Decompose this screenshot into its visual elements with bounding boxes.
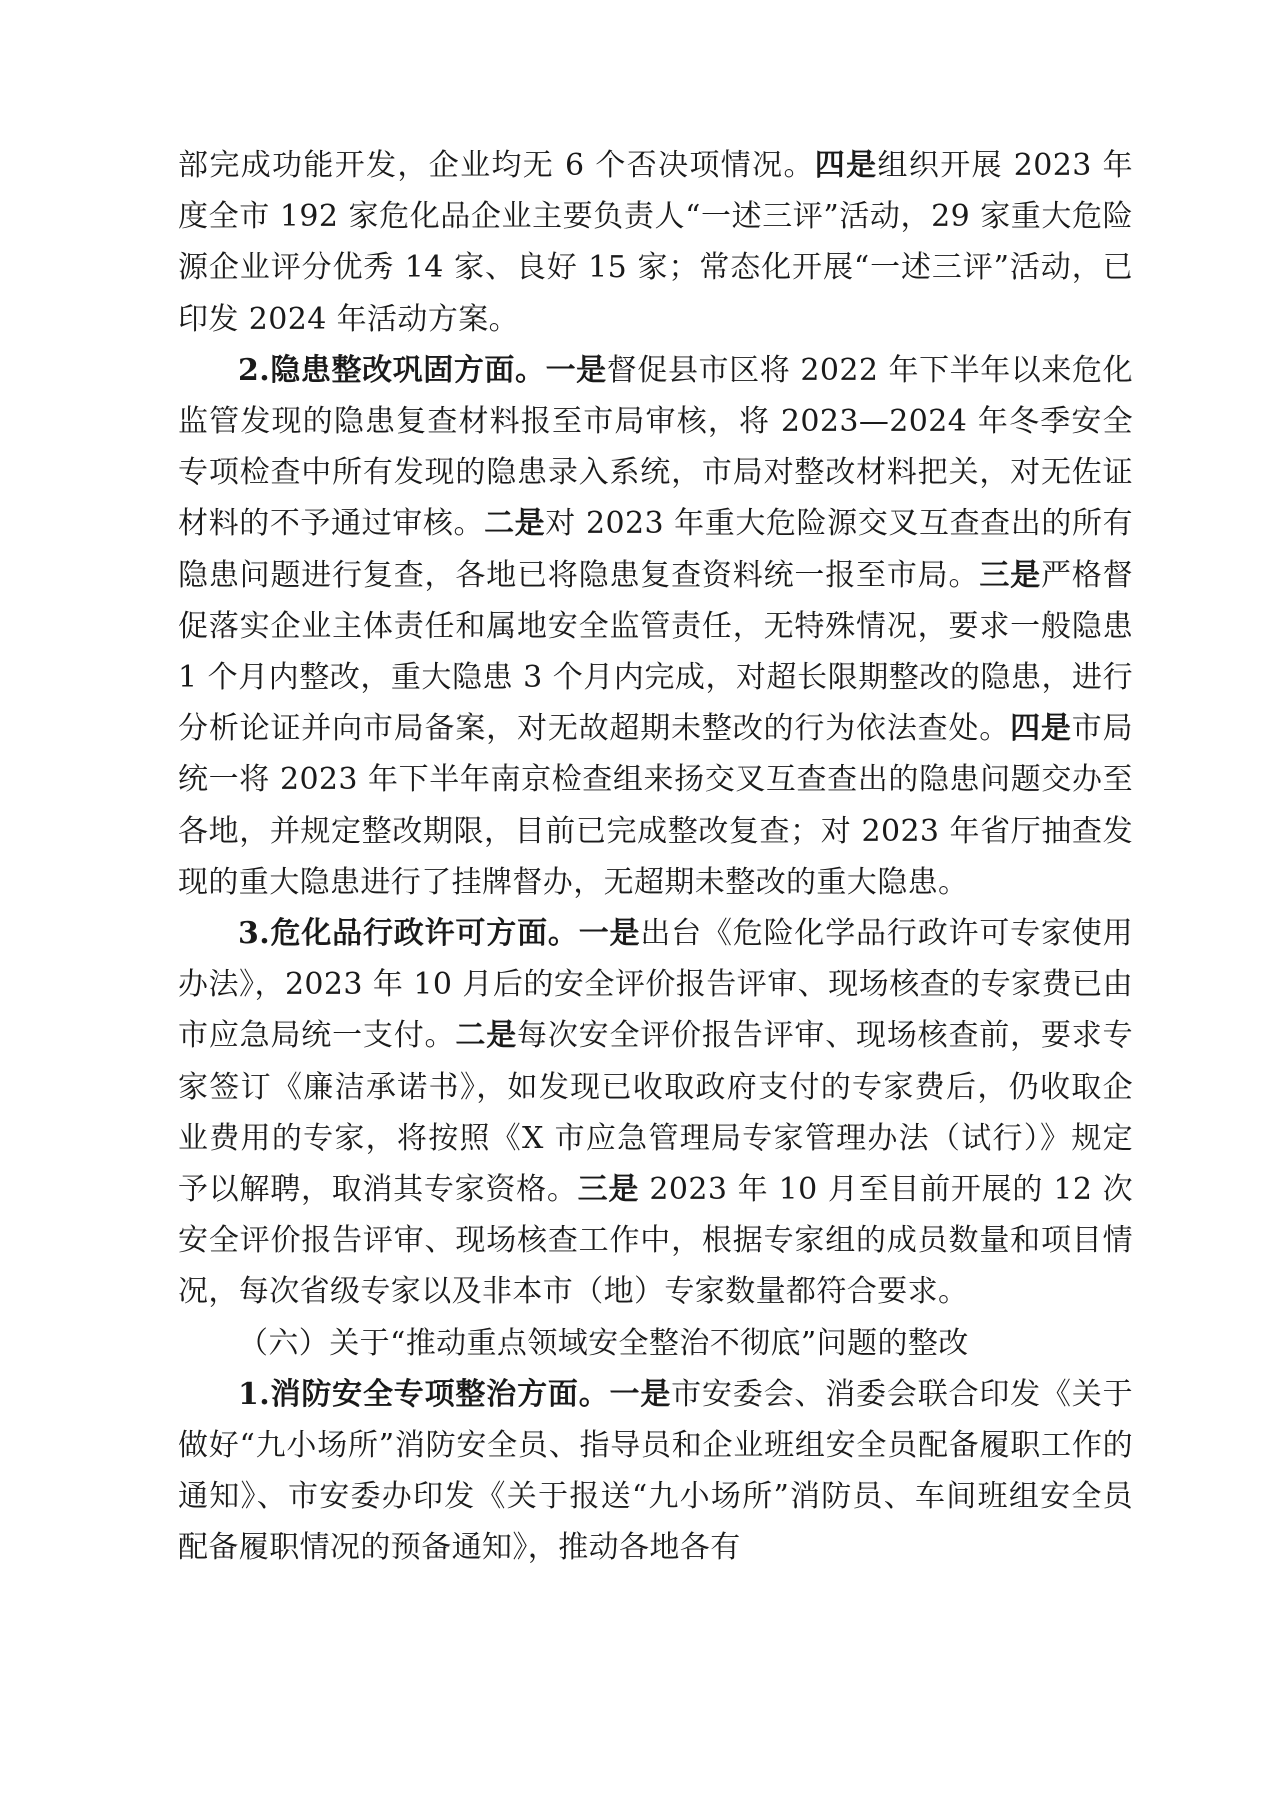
paragraph-admin-licensing xyxy=(178,908,1133,1318)
section-heading-run: 3.危化品行政许可方面。一是 xyxy=(238,916,641,952)
text-run: 部完成功能开发，企业均无 6 个否决项情况。 xyxy=(178,148,815,183)
text-run: 严格督促落实企业主体责任和属地安全监管责任，无特殊情况，要求一般隐患 1 个月内整改，重大隐患 3 个月内完成，对超长限期整改的隐患，进行分析论证并向市局备案，对无故超期未整改的行为依法查处。 xyxy=(178,557,1133,747)
section-heading-six xyxy=(178,1318,1133,1369)
paragraph-hazard-rectification xyxy=(178,345,1133,908)
bold-run: 二是 xyxy=(455,1018,518,1054)
text-run: 市局统一将 2023 年下半年南京检查组来扬交叉互查查出的隐患问题交办至各地，并规定整改期限，目前已完成整改复查；对 2023 年省厅抽查发现的重大隐患进行了挂牌督办，无超期未整改的重大隐患。 xyxy=(178,711,1133,900)
document-body xyxy=(178,140,1133,1574)
section-heading-run: 1.消防安全专项整治方面。一是 xyxy=(238,1376,672,1412)
bold-run: 四是 xyxy=(1010,711,1072,747)
bold-run: 三是 xyxy=(979,557,1041,593)
bold-run: 四是 xyxy=(814,148,878,183)
text-run: 对 2023 年重大危险源交叉互查查出的所有隐患问题进行复查，各地已将隐患复查资料统一报至市局。 xyxy=(178,506,1133,593)
text-run: 每次安全评价报告评审、现场核查前，要求专家签订《廉洁承诺书》，如发现已收取政府支付的专家费后，仍收取企业费用的专家，将按照《X 市应急管理局专家管理办法（试行）》规定予以解聘，取消其专家资格。 xyxy=(178,1018,1133,1208)
bold-run: 三是 xyxy=(577,1172,640,1208)
paragraph-continuation xyxy=(178,140,1133,345)
section-heading-run: 2.隐患整改巩固方面。一是 xyxy=(238,352,607,388)
text-run: 市安委会、消委会联合印发《关于做好“九小场所”消防安全员、指导员和企业班组安全员配备履职工作的通知》、市安委办印发《关于报送“九小场所”消防员、车间班组安全员配备履职情况的预备通知》，推动各地各有 xyxy=(178,1376,1133,1566)
section-title: （六）关于“推动重点领域安全整治不彻底”问题的整改 xyxy=(238,1325,969,1361)
paragraph-fire-safety xyxy=(178,1369,1133,1574)
bold-run: 二是 xyxy=(484,506,546,542)
text-run: 2023 年 10 月至目前开展的 12 次安全评价报告评审、现场核查工作中，根据专家组的成员数量和项目情况，每次省级专家以及非本市（地）专家数量都符合要求。 xyxy=(178,1172,1133,1310)
text-run: 督促县市区将 2022 年下半年以来危化监管发现的隐患复查材料报至市局审核，将 2023—2024 年冬季安全专项检查中所有发现的隐患录入系统，市局对整改材料把关，对无佐证材料的不予通过审核。 xyxy=(178,352,1133,542)
text-run: 组织开展 2023 年度全市 192 家危化品企业主要负责人“一述三评”活动，29 家重大危险源企业评分优秀 14 家、良好 15 家；常态化开展“一述三评”活动，已印发 2024 年活动方案。 xyxy=(178,148,1133,337)
text-run: 出台《危险化学品行政许可专家使用办法》，2023 年 10 月后的安全评价报告评审、现场核查的专家费已由市应急局统一支付。 xyxy=(178,916,1133,1054)
